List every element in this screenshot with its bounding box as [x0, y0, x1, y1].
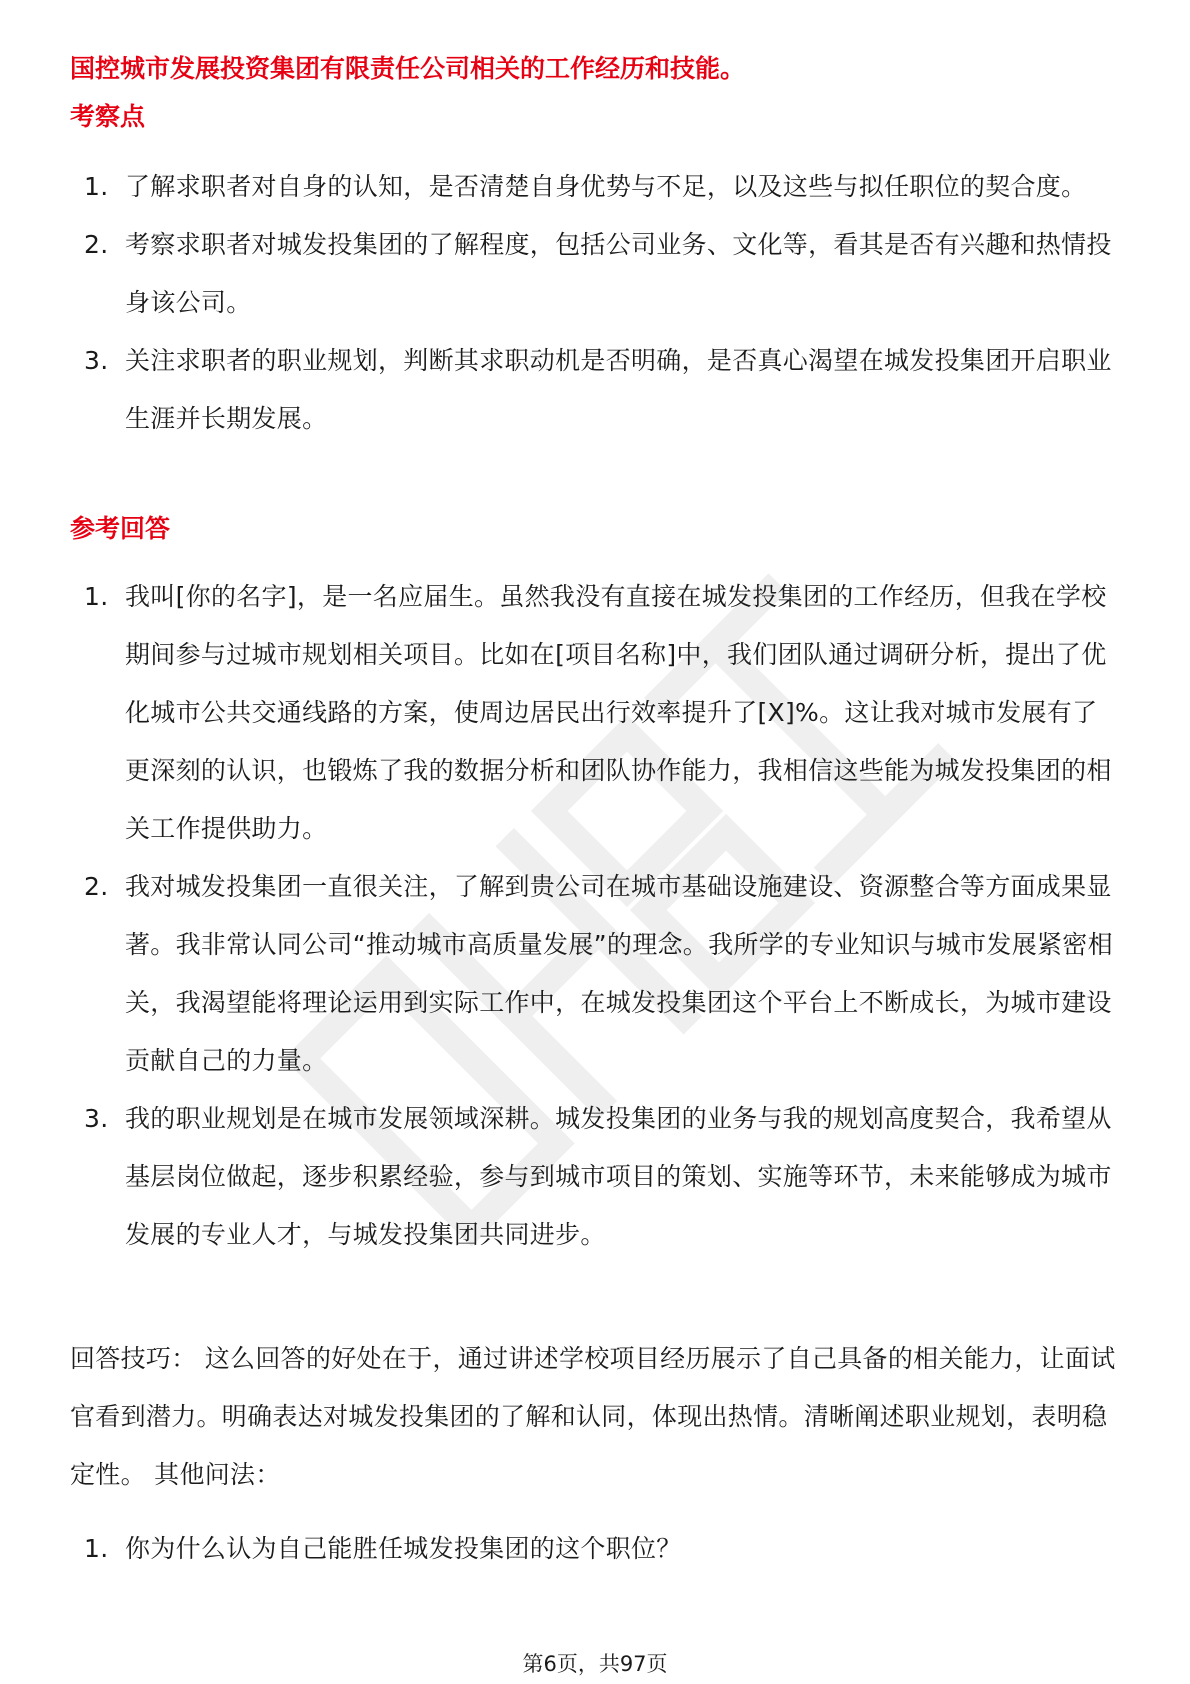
- question-heading: 国控城市发展投资集团有限责任公司相关的工作经历和技能。: [70, 54, 746, 83]
- list-item-text: 我对城发投集团一直很关注，了解到贵公司在城市基础设施建设、资源整合等方面成果显著。我非常认同公司“推动城市高质量发展”的理念。我所学的专业知识与城市发展紧密相关，我渴望能将理论运用到实际工作中，在城发投集团这个平台上不断成长，为城市建设贡献自己的力量。: [125, 872, 1113, 1075]
- section-title-reference-answer: 参考回答: [70, 514, 171, 543]
- list-number: 1.: [84, 582, 109, 611]
- list-number: 3.: [84, 1104, 109, 1133]
- list-item: [70, 1090, 1120, 1264]
- list-number: 1.: [84, 172, 109, 201]
- list-number: 1.: [84, 1534, 109, 1563]
- list-item-text: 关注求职者的职业规划，判断其求职动机是否明确，是否真心渴望在城发投集团开启职业生涯并长期发展。: [125, 346, 1112, 433]
- list-item: [70, 568, 1120, 858]
- answer-list: [70, 568, 1120, 1264]
- list-item-text: 了解求职者对自身的认知，是否清楚自身优势与不足，以及这些与拟任职位的契合度。: [125, 172, 1087, 201]
- other-questions-list: [70, 1520, 1120, 1578]
- section-title-assessment: 考察点: [70, 102, 146, 131]
- list-item: [70, 216, 1120, 332]
- answer-tips-paragraph: 回答技巧： 这么回答的好处在于，通过讲述学校项目经历展示了自己具备的相关能力，让面试官看到潜力。明确表达对城发投集团的了解和认同，体现出热情。清晰阐述职业规划，表明稳定性。 其他问法：: [70, 1344, 1116, 1489]
- list-item-text: 考察求职者对城发投集团的了解程度，包括公司业务、文化等，看其是否有兴趣和热情投身该公司。: [125, 230, 1112, 317]
- list-item: [70, 858, 1120, 1090]
- list-item: [70, 1520, 1120, 1578]
- list-item: [70, 332, 1120, 448]
- list-item-text: 你为什么认为自己能胜任城发投集团的这个职位？: [125, 1534, 682, 1563]
- list-item: [70, 158, 1120, 216]
- list-number: 3.: [84, 346, 109, 375]
- page-footer: 第6页，共97页: [522, 1652, 668, 1676]
- assessment-list: [70, 158, 1120, 448]
- list-item-text: 我的职业规划是在城市发展领域深耕。城发投集团的业务与我的规划高度契合，我希望从基层岗位做起，逐步积累经验，参与到城市项目的策划、实施等环节，未来能够成为城市发展的专业人才，与城发投集团共同进步。: [125, 1104, 1112, 1249]
- list-number: 2.: [84, 230, 109, 259]
- list-number: 2.: [84, 872, 109, 901]
- list-item-text: 我叫[你的名字]，是一名应届生。虽然我没有直接在城发投集团的工作经历，但我在学校期间参与过城市规划相关项目。比如在[项目名称]中，我们团队通过调研分析，提出了优化城市公共交通线路的方案，使周边居民出行效率提升了[X]%。这让我对城市发展有了更深刻的认识，也锻炼了我的数据分析和团队协作能力，我相信这些能为城发投集团的相关工作提供助力。: [125, 582, 1112, 843]
